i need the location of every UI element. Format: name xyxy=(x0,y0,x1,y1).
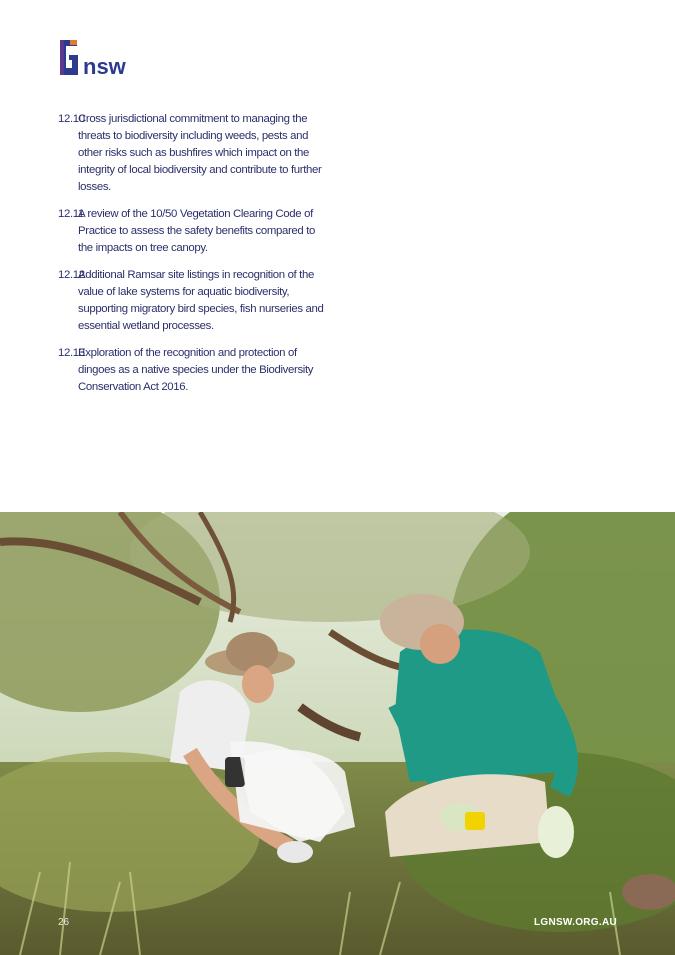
item-text: Additional Ramsar site listings in recognition of the value of lake systems for aquatic biodiversity, supporting migratory bird species, fish nurseries and essential wetland processes. xyxy=(78,269,324,332)
item-text: A review of the 10/50 Vegetation Clearing Code of Practice to assess the safety benefits compared to the impacts on tree canopy. xyxy=(78,208,316,254)
page-number: 26 xyxy=(58,917,70,928)
bushcare-photo xyxy=(0,512,675,955)
item-number: 12.11 xyxy=(58,208,84,220)
item-text: Cross jurisdictional commitment to managing the threats to biodiversity including weeds, pests and other risks such as bushfires which impact on the integrity of local biodiversity and contribute to further losses. xyxy=(78,113,322,193)
list-item xyxy=(58,111,328,196)
item-text: Exploration of the recognition and protection of dingoes as a native species under the Biodiversity Conservation Act 2016. xyxy=(78,347,314,393)
photo-illustration xyxy=(0,512,675,955)
website-url: LGNSW.ORG.AU xyxy=(533,917,617,928)
logo-mark xyxy=(57,38,127,78)
list-item xyxy=(58,206,328,257)
lgnsw-logo xyxy=(57,38,127,78)
policy-list xyxy=(58,111,328,406)
item-number: 12.13 xyxy=(58,347,85,359)
item-number: 12.12 xyxy=(58,269,85,281)
logo-g-accent xyxy=(70,40,77,45)
list-item xyxy=(58,267,328,335)
logo-g-stroke xyxy=(60,40,64,75)
logo-text: nsw xyxy=(83,54,126,78)
item-number: 12.10 xyxy=(58,113,85,125)
list-item xyxy=(58,345,328,396)
